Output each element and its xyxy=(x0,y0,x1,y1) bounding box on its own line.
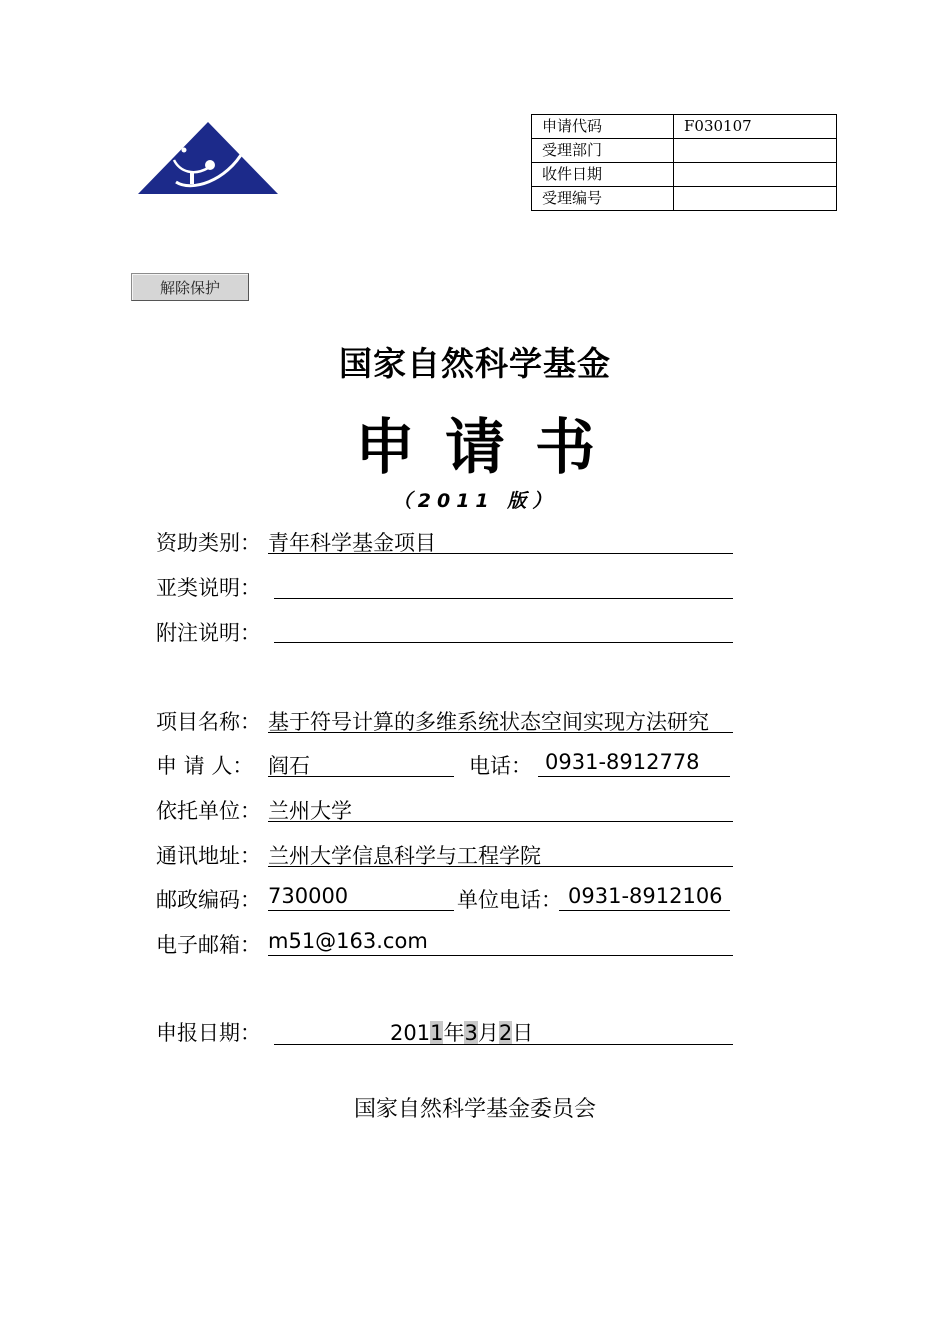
date-day: 2 xyxy=(498,1021,513,1045)
nsfc-logo xyxy=(136,120,280,196)
applicant-value[interactable]: 阎石 xyxy=(268,754,310,778)
edition-label: （2011 版） xyxy=(392,490,558,512)
date-year-last-digit: 1 xyxy=(430,1021,444,1045)
table-cell-label: 受理部门 xyxy=(532,139,674,163)
address-value[interactable]: 兰州大学信息科学与工程学院 xyxy=(268,844,541,868)
table-cell-value xyxy=(674,139,837,163)
table-row xyxy=(532,163,837,187)
table-cell-label: 申请代码 xyxy=(532,115,674,139)
unit-phone-underline xyxy=(559,910,730,911)
date-day-char: 日 xyxy=(512,1021,534,1045)
phone-underline xyxy=(538,776,730,777)
form-title: 申请书 xyxy=(355,413,625,483)
table-row xyxy=(532,139,837,163)
institution-label: 依托单位： xyxy=(156,799,261,823)
postcode-label: 邮政编码： xyxy=(156,888,261,912)
project-name-underline xyxy=(268,732,733,733)
funding-category-value[interactable]: 青年科学基金项目 xyxy=(268,531,436,555)
table-cell-value xyxy=(674,187,837,211)
date-year-prefix: 201 xyxy=(390,1021,431,1045)
application-code-value: F030107 xyxy=(674,115,837,139)
date-month: 3 xyxy=(464,1021,478,1045)
table-cell-label: 受理编号 xyxy=(532,187,674,211)
unprotect-button[interactable]: 解除保护 xyxy=(131,273,249,301)
date-year-char: 年 xyxy=(443,1021,465,1045)
project-name-value[interactable]: 基于符号计算的多维系统状态空间实现方法研究 xyxy=(268,710,709,734)
phone-value[interactable]: 0931-8912778 xyxy=(545,750,700,774)
office-use-table xyxy=(531,114,837,211)
funding-category-label: 资助类别： xyxy=(156,531,261,555)
unit-phone-label: 单位电话： xyxy=(457,888,562,912)
submit-date-underline xyxy=(274,1044,733,1045)
phone-label: 电话： xyxy=(469,754,532,778)
notes-label: 附注说明： xyxy=(156,621,261,645)
applicant-underline xyxy=(268,776,454,777)
applicant-label: 申 请 人： xyxy=(156,754,254,778)
postcode-value[interactable]: 730000 xyxy=(268,884,349,908)
sub-category-underline xyxy=(274,598,733,599)
sub-category-label: 亚类说明： xyxy=(156,576,261,600)
fund-title: 国家自然科学基金 xyxy=(339,344,611,383)
table-row xyxy=(532,187,837,211)
address-underline xyxy=(268,866,733,867)
table-cell-value xyxy=(674,163,837,187)
submit-date-value[interactable] xyxy=(390,1017,533,1047)
notes-underline xyxy=(274,642,733,643)
submit-date-label: 申报日期： xyxy=(156,1021,261,1045)
committee-name: 国家自然科学基金委员会 xyxy=(353,1097,596,1122)
project-name-label: 项目名称： xyxy=(156,710,261,734)
table-cell-label: 收件日期 xyxy=(532,163,674,187)
email-label: 电子邮箱： xyxy=(156,933,261,957)
table-row xyxy=(532,115,837,139)
unit-phone-value[interactable]: 0931-8912106 xyxy=(568,884,723,908)
email-value[interactable]: m51@163.com xyxy=(268,929,428,953)
address-label: 通讯地址： xyxy=(156,844,261,868)
postcode-underline xyxy=(268,910,454,911)
institution-underline xyxy=(268,821,733,822)
institution-value[interactable]: 兰州大学 xyxy=(268,799,352,823)
funding-category-underline xyxy=(268,553,733,554)
date-month-char: 月 xyxy=(477,1021,499,1045)
email-underline xyxy=(268,955,733,956)
